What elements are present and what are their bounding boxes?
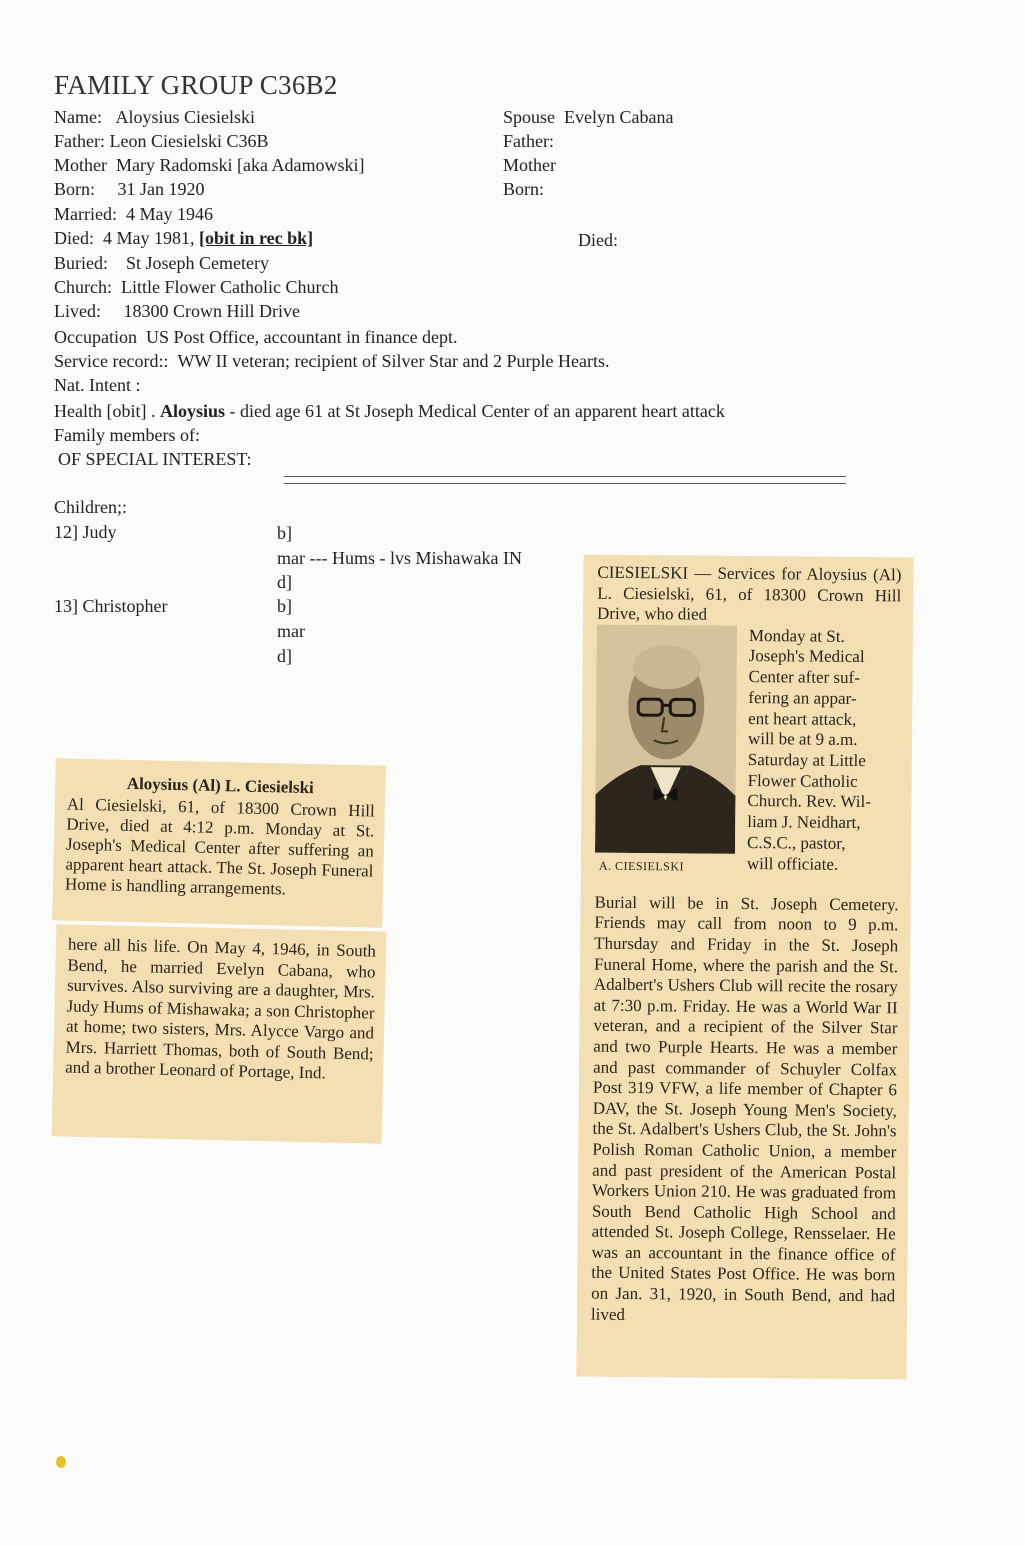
text-line: will officiate. — [746, 853, 839, 874]
obituary-clipping-short — [52, 758, 386, 927]
born-label: Born: — [54, 179, 96, 199]
spouse-row — [503, 106, 673, 128]
service-label: Service record:: — [54, 351, 169, 371]
portrait-image — [595, 624, 737, 853]
mother-row — [54, 154, 364, 176]
health-row — [54, 400, 725, 422]
clipping-continuation-text: here all his life. On May 4, 1946, in South Bend, he married Evelyn Cabana, who survives. Also surviving are a daughter, Mrs. Judy Hums of Mishawaka; a son Christopher at home; two sisters, Mrs. Alycce Vargo and Mrs. Harriett Thomas, both of South Bend; and a brother Leonard of Portage, Ind. — [64, 934, 377, 1083]
spouse-father-label: Father: — [503, 131, 554, 151]
lived-label: Lived: — [54, 301, 101, 321]
name-value: Aloysius Ciesielski — [115, 107, 255, 127]
text-line: C.S.C., pastor, — [747, 832, 846, 853]
married-row — [54, 203, 213, 225]
died-value: 4 May 1981, — [103, 228, 195, 248]
spouse-mother-label: Mother — [503, 155, 556, 175]
spouse-died-label: Died: — [578, 230, 618, 250]
born-value: 31 Jan 1920 — [117, 179, 205, 199]
text-line: Church. Rev. Wil- — [747, 791, 872, 812]
portrait-photo — [595, 624, 737, 853]
clipping-heading: Aloysius (Al) L. Ciesielski — [126, 773, 315, 798]
children-label: Children;: — [54, 497, 127, 517]
born-row — [54, 178, 205, 200]
text-beside-photo — [747, 626, 901, 876]
buried-row — [54, 252, 269, 274]
obituary-clipping-long — [576, 555, 913, 1380]
occupation-label: Occupation — [54, 327, 137, 347]
photo-section — [581, 624, 913, 895]
text-line: fering an appar- — [748, 687, 857, 708]
obit-link[interactable]: [obit in rec bk] — [199, 228, 314, 248]
text-line: ent heart attack, — [748, 708, 857, 729]
clipping-intro: CIESIELSKI — Services for Aloysius (Al) L. Ciesielski, 61, of 18300 Crown Hill Drive, who died — [596, 562, 902, 624]
divider — [284, 476, 846, 484]
child-name: 12] Judy — [54, 522, 117, 542]
name-row — [54, 106, 255, 128]
father-label: Father: — [54, 131, 105, 151]
spouse-value: Evelyn Cabana — [564, 107, 674, 127]
church-row — [54, 276, 338, 298]
child-married: mar --- Hums - lvs Mishawaka IN — [277, 548, 522, 568]
church-label: Church: — [54, 277, 112, 297]
special-label: OF SPECIAL INTEREST: — [58, 449, 252, 469]
yellow-mark — [56, 1456, 66, 1468]
father-value: Leon Ciesielski C36B — [109, 131, 269, 151]
text-line: Center after suf- — [748, 667, 861, 688]
service-row — [54, 350, 609, 372]
nat-intent-label: Nat. Intent : — [54, 375, 141, 395]
health-value: - died age 61 at St Joseph Medical Center of an apparent heart attack — [229, 401, 725, 421]
spouse-born-label: Born: — [503, 179, 545, 199]
service-value: WW II veteran; recipient of Silver Star and 2 Purple Hearts. — [177, 351, 610, 371]
buried-value: St Joseph Cemetery — [126, 253, 269, 273]
text-line: Joseph's Medical — [748, 646, 865, 667]
text-line: Flower Catholic — [747, 770, 858, 791]
married-label: Married: — [54, 204, 117, 224]
page-title: FAMILY GROUP C36B2 — [54, 70, 338, 100]
obituary-clipping-continuation — [52, 924, 387, 1143]
child-name: 13] Christopher — [54, 596, 168, 616]
lived-row — [54, 300, 300, 322]
occupation-value: US Post Office, accountant in finance dept. — [145, 327, 458, 347]
child-born: b] — [277, 523, 292, 543]
spouse-label: Spouse — [503, 107, 556, 127]
name-label: Name: — [54, 107, 102, 127]
text-line: liam J. Neidhart, — [747, 812, 861, 833]
family-label: Family members of: — [54, 425, 200, 445]
married-value: 4 May 1946 — [125, 204, 213, 224]
photo-caption: A. CIESIELSKI — [598, 858, 685, 874]
health-name: Aloysius — [159, 401, 226, 421]
family-row — [54, 424, 200, 446]
text-line: Monday at St. — [748, 625, 845, 646]
mother-label: Mother — [54, 155, 107, 175]
clipping-body: Burial will be in St. Joseph Cemetery. Friends may call from noon to 9 p.m. Thursday and Friday in the St. Joseph Funeral Home, where the parish and the St. Adalbert's Ushers Club will recite the rosary at 7:30 p.m. Friday. He was a World War II veteran, and a recipient of the Silver Star and two Purple Hearts. He was a member and past commander of Schuyler Colfax Post 319 VFW, a life member of Chapter 6 DAV, the St. Joseph Young Men's Society, the St. Adalbert's Ushers Club, the St. John's Polish Roman Catholic Union, a member and past president of the American Postal Workers Union 210. He was graduated from South Bend Catholic High School and attended St. Joseph College, Rensselaer. He was an accountant in the finance office of the United States Post Office. He was born on Jan. 31, 1920, in South Bend, and had lived — [590, 892, 899, 1324]
child-died: d] — [277, 646, 292, 666]
text-line: will be at 9 a.m. — [747, 729, 858, 750]
occupation-row — [54, 326, 458, 348]
mother-value: Mary Radomski [aka Adamowski] — [116, 155, 365, 175]
nat-intent-row — [54, 374, 140, 396]
father-row — [54, 130, 269, 152]
died-row — [54, 227, 313, 249]
health-label: Health [obit] . — [54, 401, 156, 421]
child-married: mar — [277, 621, 305, 641]
text-line: Saturday at Little — [747, 750, 866, 771]
church-value: Little Flower Catholic Church — [121, 277, 339, 297]
child-born: b] — [277, 596, 292, 616]
child-died: d] — [277, 572, 292, 592]
buried-label: Buried: — [54, 253, 108, 273]
clipping-body: Al Ciesielski, 61, of 18300 Crown Hill Drive, died at 4:12 p.m. Monday at St. Joseph's Medical Center after suffering an apparent heart attack. The St. Joseph Funeral Home is handling arrangements. — [64, 794, 375, 899]
died-label: Died: — [54, 228, 94, 248]
lived-value: 18300 Crown Hill Drive — [123, 301, 300, 321]
special-row — [58, 448, 251, 470]
